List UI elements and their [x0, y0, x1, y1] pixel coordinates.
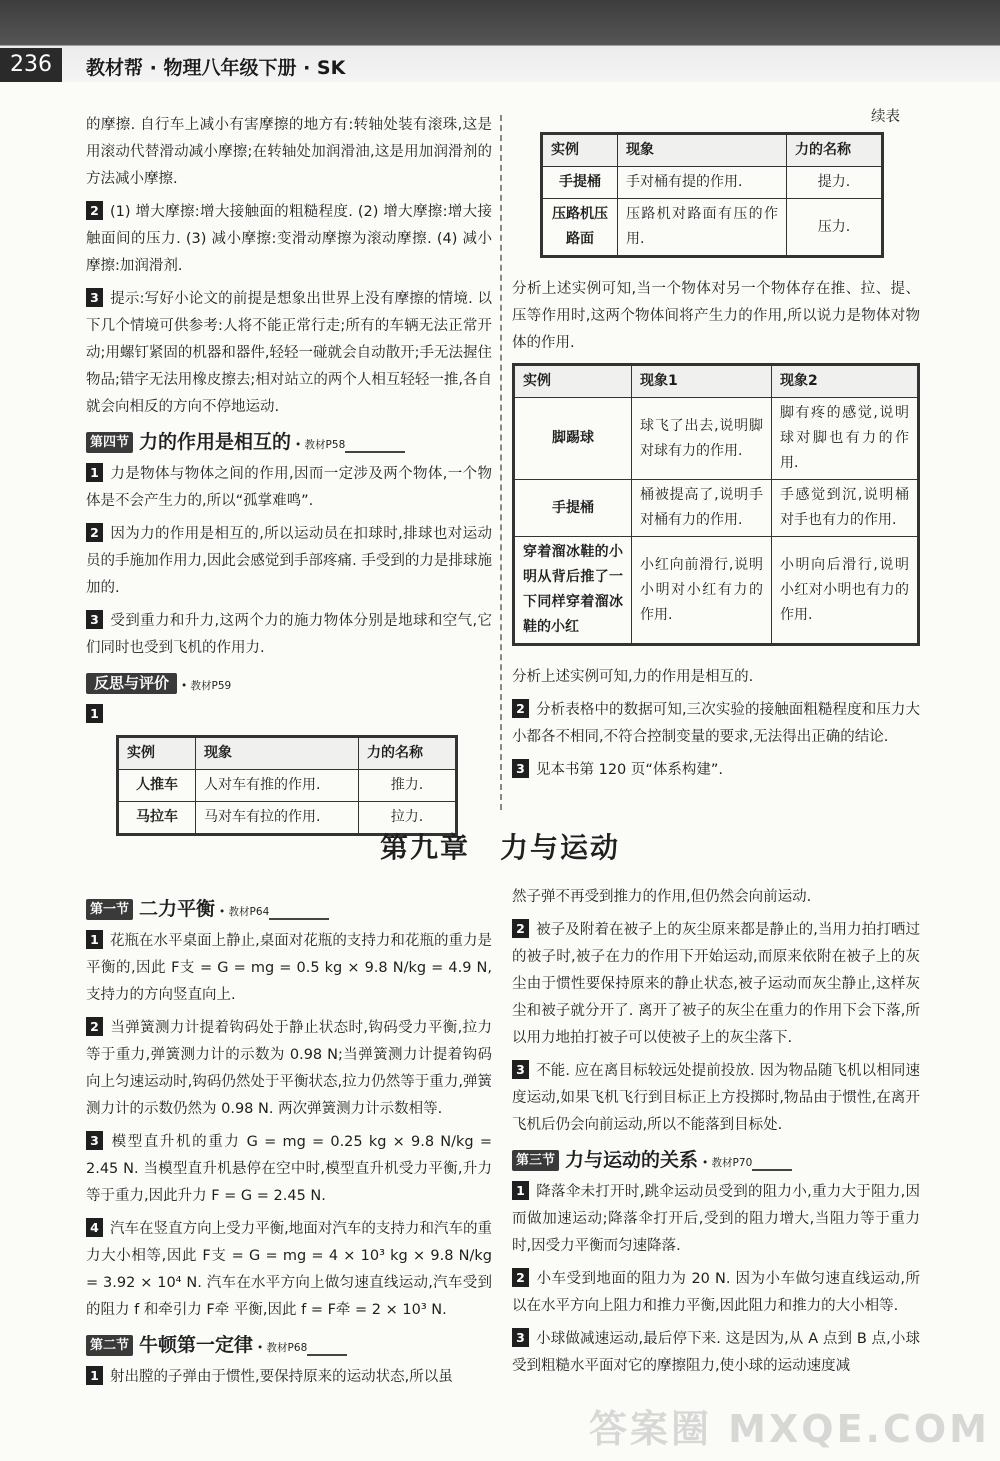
item-number: 3 — [512, 1328, 529, 1347]
section-title: 牛顿第一定律 — [139, 1334, 254, 1356]
item-number: 1 — [512, 1181, 529, 1200]
table-row: 手提桶 手对桶有提的作用. 提力. — [543, 167, 882, 199]
paragraph: 3 小球做减速运动,最后停下来. 这是因为,从 A 点到 B 点,小球受到粗糙水平面对它的摩擦阻力,使小球的运动速度减 — [512, 1330, 920, 1374]
table-header: 实例 — [515, 366, 632, 398]
item-number: 1 — [86, 1366, 103, 1385]
table-row: 压路机压路面 压路机对路面有压的作用. 压力. — [543, 199, 882, 256]
page-header — [0, 0, 1000, 82]
table-row: 人推车 人对车有推的作用. 推力. — [119, 770, 456, 802]
watermark: 答案圈 MXQE.COM — [588, 1407, 990, 1451]
paragraph: 分析上述实例可知,力的作用是相互的. — [512, 669, 754, 685]
textbook-ref: • 教材P64 — [219, 906, 270, 918]
heading-underline — [307, 1354, 347, 1356]
left-bottom-column — [86, 888, 492, 1397]
item-number: 3 — [512, 759, 529, 778]
heading-underline — [752, 1169, 792, 1171]
heading-underline — [345, 451, 405, 453]
phenomena-table — [512, 363, 920, 646]
table-header: 现象 — [196, 738, 359, 770]
item-number: 2 — [86, 201, 103, 220]
chapter-title: 第九章 力与运动 — [379, 831, 620, 864]
continued-label: 续表 — [871, 109, 900, 125]
right-bottom-column — [512, 884, 920, 1386]
item-number: 2 — [512, 919, 529, 938]
section-heading — [86, 427, 492, 453]
section-heading — [86, 1330, 492, 1356]
heading-underline — [269, 918, 329, 920]
section-tag: 第四节 — [86, 432, 133, 453]
item-number: 3 — [86, 288, 103, 307]
table-row: 穿着溜冰鞋的小明从背后推了一下同样穿着溜冰鞋的小红 小红向前滑行,说明小明对小红有力的作用. 小明向后滑行,说明小红对小明也有力的作用. — [515, 537, 918, 644]
table-header: 实例 — [543, 135, 618, 167]
paragraph: 3 见本书第 120 页“体系构建”. — [512, 757, 920, 784]
paragraph — [86, 702, 492, 729]
textbook-ref: • 教材P68 — [257, 1342, 308, 1354]
table-header: 现象2 — [771, 366, 917, 398]
table-row: 手提桶 桶被提高了,说明手对桶有力的作用. 手感觉到沉,说明桶对手也有力的作用. — [515, 480, 918, 537]
table-header: 现象 — [618, 135, 787, 167]
column-divider — [500, 115, 502, 810]
paragraph: 1 射出膛的子弹由于惯性,要保持原来的运动状态,所以虽 — [86, 1364, 492, 1391]
textbook-ref: • 教材P59 — [181, 680, 232, 692]
item-number: 3 — [512, 1060, 529, 1079]
section-tag: 第三节 — [512, 1150, 559, 1171]
item-number: 1 — [86, 704, 103, 723]
paragraph: 2 因为力的作用是相互的,所以运动员在扣球时,排球也对运动员的手施加作用力,因此会感觉到手部疼痛. 手受到的力是排球施加的. — [86, 525, 492, 596]
page-number: 236 — [0, 48, 62, 82]
paragraph: 1 花瓶在水平桌面上静止,桌面对花瓶的支持力和花瓶的重力是平衡的,因此 F支 = G = mg = 0.5 kg × 9.8 N/kg = 4.9 N,支持力的方向竖直向上. — [86, 932, 492, 1003]
right-top-column — [512, 106, 920, 790]
paragraph: 3 模型直升机的重力 G = mg = 0.25 kg × 9.8 N/kg = 2.45 N. 当模型直升机悬停在空中时,模型直升机受力平衡,升力等于重力,因此升力 F = G = 2.45 N. — [86, 1133, 492, 1204]
table-header: 力的名称 — [787, 135, 882, 167]
reflect-table — [116, 735, 458, 836]
paragraph: 3 受到重力和升力,这两个力的施力物体分别是地球和空气,它们同时也受到飞机的作用力. — [86, 612, 492, 656]
paragraph: 1 降落伞未打开时,跳伞运动员受到的阻力小,重力大于阻力,因而做加速运动;降落伞打开后,受到的阻力增大,当阻力等于重力时,因受力平衡而匀速降落. — [512, 1183, 920, 1254]
section-title: 力的作用是相互的 — [139, 431, 292, 453]
table-row: 马拉车 马对车有拉的作用. 拉力. — [119, 802, 456, 834]
paragraph: 3 不能. 应在离目标较远处提前投放. 因为物品随飞机以相同速度运动,如果飞机飞行到目标正上方投掷时,物品由于惯性,在离开飞机后仍会向前运动,所以不能落到目标处. — [512, 1062, 920, 1133]
paragraph: 分析上述实例可知,当一个物体对另一个物体存在推、拉、提、压等作用时,这两个物体间将产生力的作用,所以说力是物体对物体的作用. — [512, 281, 920, 351]
table-row: 脚踢球 球飞了出去,说明脚对球有力的作用. 脚有疼的感觉,说明球对脚也有力的作用. — [515, 398, 918, 480]
paragraph: 的摩擦. 自行车上减小有害摩擦的地方有:转轴处装有滚珠,这是用滚动代替滑动减小摩擦;在转轴处加润滑油,这是用加润滑剂的方法减小摩擦. — [86, 117, 492, 187]
paragraph: 1 力是物体与物体之间的作用,因而一定涉及两个物体,一个物体是不会产生力的,所以“孤掌难鸣”. — [86, 465, 492, 509]
item-number: 1 — [86, 463, 103, 482]
item-number: 3 — [86, 610, 103, 629]
paragraph: 2 当弹簧测力计提着钩码处于静止状态时,钩码受力平衡,拉力等于重力,弹簧测力计的示数为 0.98 N;当弹簧测力计提着钩码向上匀速运动时,钩码仍然处于平衡状态,拉力仍然等于重力,弹簧测力计的示数仍然为 0.98 N. 两次弹簧测力计示数相等. — [86, 1019, 492, 1117]
textbook-ref: • 教材P58 — [295, 439, 346, 451]
paragraph: 然子弹不再受到推力的作用,但仍然会向前运动. — [512, 889, 812, 905]
textbook-ref: • 教材P70 — [702, 1157, 753, 1169]
section-tag: 反思与评价 — [86, 673, 177, 694]
section-tag: 第一节 — [86, 899, 133, 920]
paragraph: 4 汽车在竖直方向上受力平衡,地面对汽车的支持力和汽车的重力大小相等,因此 F支 = G = mg = 4 × 10³ kg × 9.8 N/kg = 3.92 × 10⁴ N. 汽车在水平方向上做匀速直线运动,汽车受到的阻力 f 和牵引力 F牵 平衡,因此 f = F牵 = 2 × 10³ N. — [86, 1220, 492, 1318]
item-number: 2 — [512, 1268, 529, 1287]
paragraph: 2 分析表格中的数据可知,三次实验的接触面粗糙程度和压力大小都各不相同,不符合控制变量的要求,无法得出正确的结论. — [512, 701, 920, 745]
table-header: 实例 — [119, 738, 196, 770]
section-title: 力与运动的关系 — [565, 1149, 699, 1171]
item-number: 3 — [86, 1131, 103, 1150]
section-title: 二力平衡 — [139, 898, 216, 920]
item-number: 2 — [86, 523, 103, 542]
paragraph: 2 小车受到地面的阻力为 20 N. 因为小车做匀速直线运动,所以在水平方向上阻力和推力平衡,因此阻力和推力的大小相等. — [512, 1270, 920, 1314]
paragraph: 2 (1) 增大摩擦:增大接触面的粗糙程度. (2) 增大摩擦:增大接触面间的压力. (3) 减小摩擦:变滑动摩擦为滚动摩擦. (4) 减小摩擦:加润滑剂. — [86, 203, 492, 274]
left-top-column — [86, 112, 492, 846]
section-heading — [512, 1145, 920, 1171]
table-header: 力的名称 — [359, 738, 456, 770]
section-tag: 第二节 — [86, 1335, 133, 1356]
paragraph: 2 被子及附着在被子上的灰尘原来都是静止的,当用力拍打晒过的被子时,被子在力的作用下开始运动,而原来依附在被子上的灰尘由于惯性要保持原来的静止状态,被子运动而灰尘静止,这样灰尘和被子就分开了. 离开了被子的灰尘在重力的作用下会下落,所以用力地拍打被子可以使被子上的灰尘落下. — [512, 921, 920, 1046]
section-heading — [86, 668, 492, 694]
table-header: 现象1 — [632, 366, 772, 398]
continued-table — [540, 132, 884, 258]
item-number: 2 — [86, 1017, 103, 1036]
paragraph: 3 提示:写好小论文的前提是想象出世界上没有摩擦的情境. 以下几个情境可供参考:人将不能正常行走;所有的车辆无法正常开动;用螺钉紧固的机器和器件,轻轻一碰就会自动散开;手无法握住物品;错字无法用橡皮擦去;相对站立的两个人相互轻轻一推,各自就会向相反的方向不停地运动. — [86, 290, 492, 415]
item-number: 2 — [512, 699, 529, 718]
section-heading — [86, 894, 492, 920]
item-number: 1 — [86, 930, 103, 949]
book-title: 教材帮 · 物理八年级下册 · SK — [86, 57, 346, 79]
item-number: 4 — [86, 1218, 103, 1237]
